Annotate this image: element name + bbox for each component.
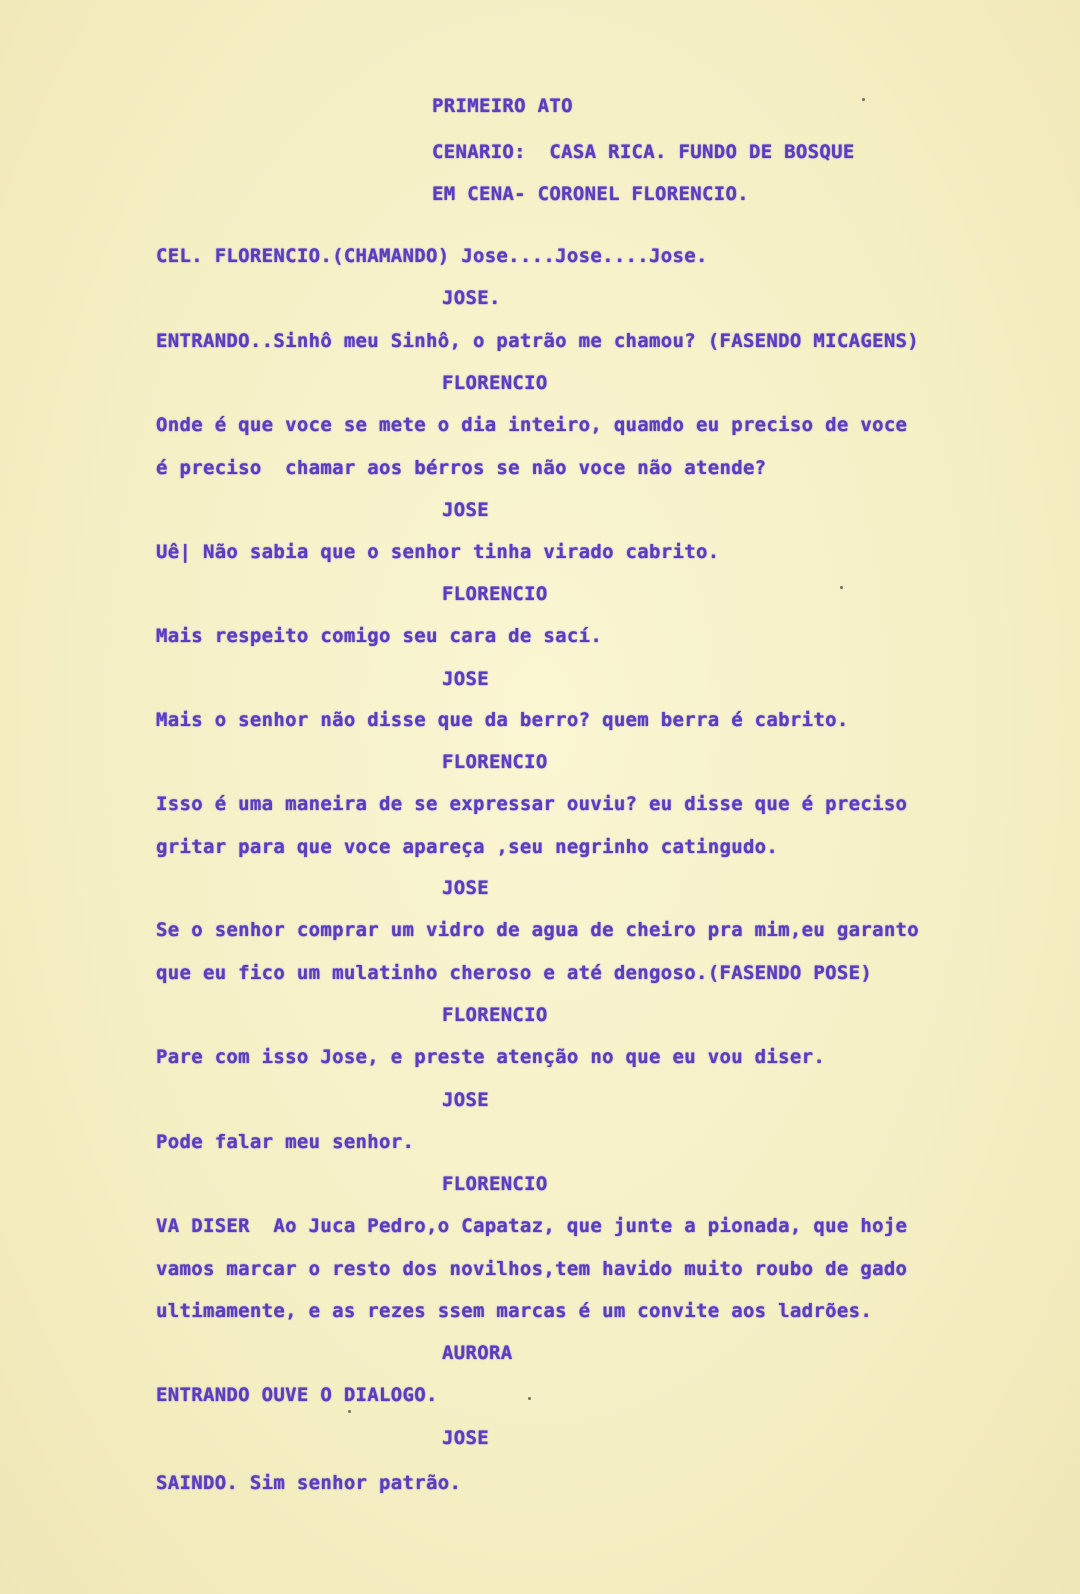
speaker-name: FLORENCIO <box>442 372 548 394</box>
in-scene-heading: EM CENA- CORONEL FLORENCIO. <box>432 183 749 205</box>
dialogue-line: Onde é que voce se mete o dia inteiro, quamdo eu preciso de voce <box>156 414 908 436</box>
speaker-name: FLORENCIO <box>442 751 548 773</box>
speaker-name: FLORENCIO <box>442 1004 548 1026</box>
dialogue-line: Pode falar meu senhor. <box>156 1131 415 1153</box>
speaker-name: FLORENCIO <box>442 583 548 605</box>
dialogue-line: Mais o senhor não disse que da berro? quem berra é cabrito. <box>156 709 849 731</box>
paper-speck <box>348 1410 351 1413</box>
speaker-name: JOSE <box>442 668 489 690</box>
dialogue-line: é preciso chamar aos bérros se não voce não atende? <box>156 457 767 479</box>
act-heading: PRIMEIRO ATO <box>432 95 573 117</box>
dialogue-line: que eu fico um mulatinho cheroso e até dengoso.(FASENDO POSE) <box>156 962 873 984</box>
paper-speck <box>528 1397 531 1400</box>
dialogue-line: Isso é uma maneira de se expressar ouviu? eu disse que é preciso <box>156 793 908 815</box>
dialogue-line: Mais respeito comigo seu cara de sací. <box>156 625 603 647</box>
dialogue-line: ultimamente, e as rezes ssem marcas é um convite aos ladrões. <box>156 1300 873 1322</box>
speaker-name: JOSE <box>442 877 489 899</box>
dialogue-line: SAINDO. Sim senhor patrão. <box>156 1472 462 1494</box>
dialogue-line: Pare com isso Jose, e preste atenção no que eu vou diser. <box>156 1046 826 1068</box>
speaker-name: JOSE. <box>442 287 501 309</box>
dialogue-line: CEL. FLORENCIO.(CHAMANDO) Jose....Jose....Jose. <box>156 245 708 267</box>
scenario-heading: CENARIO: CASA RICA. FUNDO DE BOSQUE <box>432 141 855 163</box>
dialogue-line: gritar para que voce apareça ,seu negrinho catingudo. <box>156 836 779 858</box>
dialogue-line: VA DISER Ao Juca Pedro,o Capataz, que junte a pionada, que hoje <box>156 1215 908 1237</box>
dialogue-line: ENTRANDO OUVE O DIALOGO. <box>156 1384 438 1406</box>
speaker-name: FLORENCIO <box>442 1173 548 1195</box>
dialogue-line: Uê| Não sabia que o senhor tinha virado cabrito. <box>156 541 720 563</box>
dialogue-line: ENTRANDO..Sinhô meu Sinhô, o patrão me chamou? (FASENDO MICAGENS) <box>156 330 920 352</box>
dialogue-line: vamos marcar o resto dos novilhos,tem havido muito roubo de gado <box>156 1258 908 1280</box>
speaker-name: AURORA <box>442 1342 513 1364</box>
speaker-name: JOSE <box>442 499 489 521</box>
speaker-name: JOSE <box>442 1089 489 1111</box>
speaker-name: JOSE <box>442 1427 489 1449</box>
paper-speck <box>862 98 865 101</box>
paper-speck <box>840 586 843 589</box>
dialogue-line: Se o senhor comprar um vidro de agua de cheiro pra mim,eu garanto <box>156 919 920 941</box>
